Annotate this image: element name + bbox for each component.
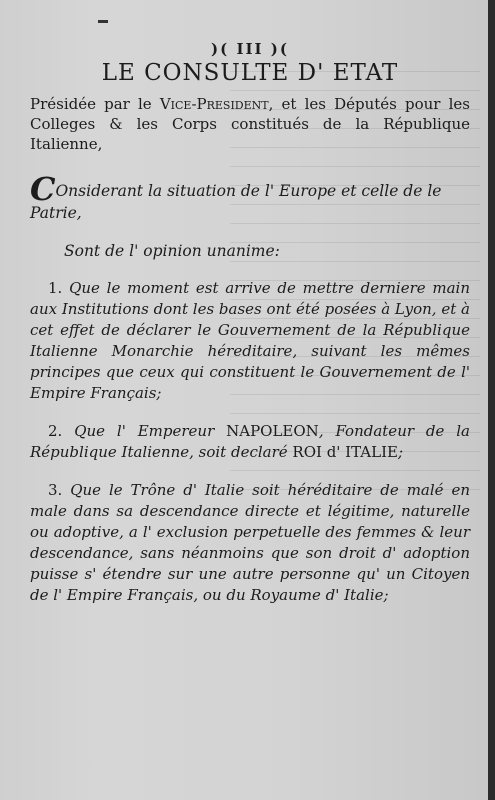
napoleon-name: NAPOLEON (226, 422, 319, 440)
article-text: Que le Trône d' Italie soit héréditaire de malé en male dans sa descendance directe et légitime, naturelle ou adoptive, a l' exclusion perpetuelle des femmes & leur descendance, sans néanmoins que son droit d' adoption puisse s' étendre sur une autre personne qu' un Citoyen de l' Empire Français, ou du Royaume d' Italie; (30, 481, 470, 604)
article-number: 1. (48, 279, 63, 297)
document-title: LE CONSULTE D' ETAT (101, 60, 399, 86)
preamble-part2: , et les Députés pour les Colleges & les Corps constitués de la République Italienne, (30, 95, 470, 153)
article-2 (30, 421, 470, 463)
considerant-paragraph (30, 170, 470, 224)
preamble (30, 94, 470, 154)
drop-cap: C (30, 170, 56, 208)
article-text-b: , Fondateur de la République Italienne, soit declaré (30, 422, 470, 461)
article-text-c: ; (397, 443, 404, 461)
article-number: 3. (48, 481, 63, 499)
king-title: ROI d' ITALIE (292, 443, 398, 461)
article-number: 2. (48, 422, 63, 440)
considerant-text: Onsiderant la situation de l' Europe et celle de le Patrie, (30, 182, 442, 222)
article-text-a: Que l' Empereur (62, 422, 227, 440)
article-3 (30, 480, 470, 606)
vice-president: Vice-President (159, 95, 269, 113)
preamble-part1: Présidée par le (30, 95, 160, 113)
opinion-line: Sont de l' opinion unanime: (64, 242, 280, 260)
ink-mark (98, 20, 108, 23)
article-1 (30, 278, 470, 404)
page-edge-shadow (488, 0, 495, 800)
page-number: )( III )( (211, 40, 289, 58)
article-text: Que le moment est arrive de mettre derniere main aux Institutions dont les bases ont été posées à Lyon, et à cet effet de déclarer le Gouvernement de la République Italienne Monarchie héreditaire, suivant les mêmes principes que ceux qui constituent le Gouvernement de l' Empire Français; (30, 279, 470, 402)
